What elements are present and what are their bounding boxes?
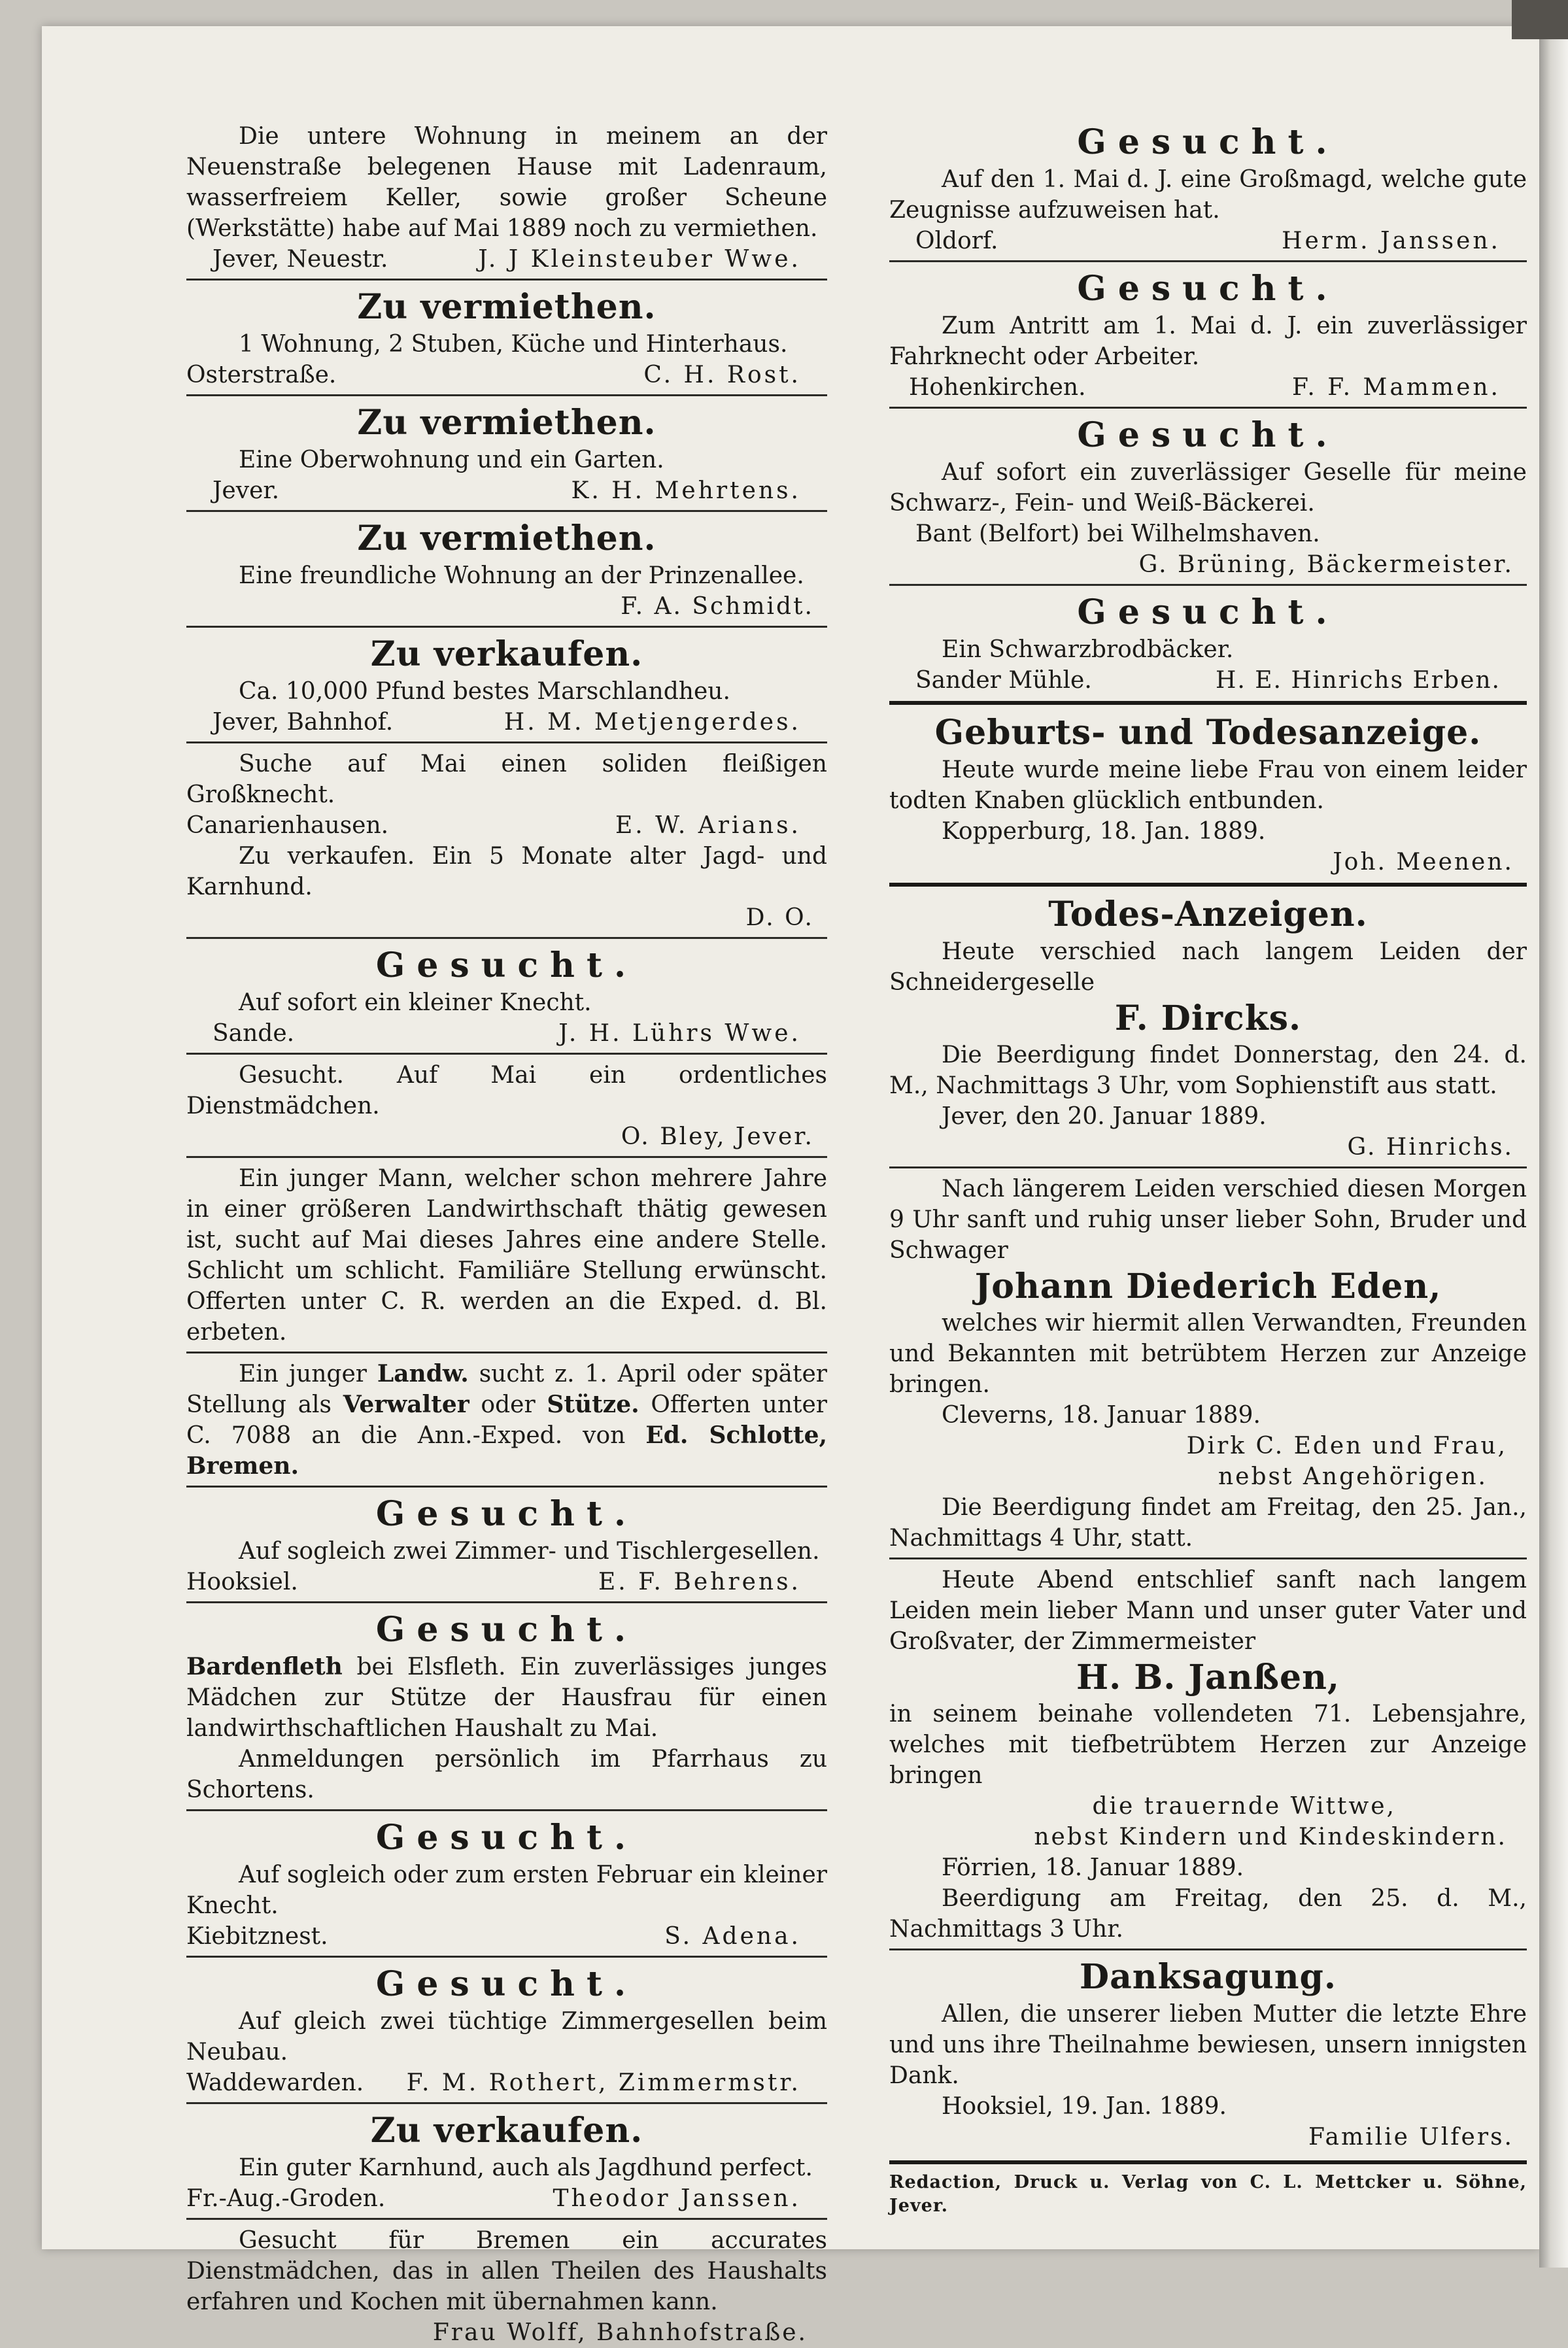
ad-signature-row [186, 2183, 827, 2214]
ad-text-3: Beerdigung am Freitag, den 25. d. M., Nachmittags 3 Uhr. [889, 1885, 1527, 1943]
divider [889, 1166, 1527, 1168]
ad-name: E. W. Arians. [615, 812, 801, 839]
ad-text: Auf sofort ein kleiner Knecht. [239, 989, 592, 1016]
ad-name: O. Bley, Jever. [621, 1123, 814, 1150]
divider [186, 1486, 827, 1488]
ad-text-2: Die Beerdigung findet Donnerstag, den 24. d. M., Nachmittags 3 Uhr, vom Sophienstift aus statt. [889, 1042, 1527, 1099]
ad-place: Jever, Neuestr. [213, 246, 388, 273]
ad-heading: Gesucht. [1077, 415, 1339, 455]
ad-bold-part: Ed. Schlotte, Bremen. [186, 1421, 828, 1480]
ad-text-2: Anmeldungen persönlich im Pfarrhaus zu Schortens. [186, 1746, 827, 1803]
ad-heading: Gesucht. [375, 945, 638, 985]
ad-signature-2: nebst Angehörigen. [1218, 1463, 1488, 1490]
ad-name: Herm. Janssen. [1282, 228, 1501, 254]
ad-gesucht-waddewarden [186, 1963, 827, 2098]
divider [889, 407, 1527, 409]
ad-place: Jever, Bahnhof. [213, 709, 394, 736]
ad-gesucht-kiebitznest [186, 1816, 827, 1952]
ad-signature-row [889, 665, 1527, 696]
ad-place: Kiebitznest. [186, 1923, 328, 1950]
ad-text: Ein guter Karnhund, auch als Jagdhund perfect. [239, 2154, 813, 2181]
scan-edge [1539, 0, 1568, 2268]
ad-text-3: Die Beerdigung findet am Freitag, den 25. Jan., Nachmittags 4 Uhr, statt. [889, 1494, 1527, 1552]
ad-gesucht-geselle [889, 414, 1527, 580]
ad-gesucht-grossmagd [889, 121, 1527, 256]
ad-signature-row [186, 707, 827, 738]
ad-text-part: Offerten unter C. 7088 an die Ann.-Exped. von [186, 1391, 827, 1449]
ad-signature: die trauernde Wittwe, [1092, 1793, 1396, 1820]
ad-gesucht-brodbaecker [889, 591, 1527, 696]
ad-dienstmaedchen [186, 1060, 827, 1152]
ad-name: C. H. Rost. [643, 362, 801, 388]
ad-junger-mann [186, 1163, 827, 1348]
ad-todes-anzeige-eden [889, 1174, 1527, 1554]
ad-zu-verkaufen-heu [186, 633, 827, 738]
ad-name: Joh. Meenen. [1333, 849, 1514, 876]
ad-signature-row [186, 810, 827, 841]
ad-date: Hooksiel, 19. Jan. 1889. [942, 2093, 1227, 2120]
deceased-name: F. Dircks. [1114, 998, 1302, 1038]
ad-heading: Todes-Anzeigen. [1048, 894, 1368, 934]
ad-name: Familie Ulfers. [1308, 2124, 1514, 2151]
divider [186, 394, 827, 396]
ad-date: Förrien, 18. Januar 1889. [942, 1854, 1244, 1881]
ad-date: Jever, den 20. Januar 1889. [942, 1103, 1267, 1130]
ad-name: G. Hinrichs. [1347, 1134, 1514, 1161]
ad-name: F. M. Rothert, Zimmermstr. [406, 2069, 801, 2096]
ad-heading: Gesucht. [375, 1494, 638, 1534]
ad-zu-vermiethen-2 [186, 401, 827, 506]
ad-heading: Gesucht. [375, 1610, 638, 1650]
ad-name: H. M. Metjengerdes. [503, 709, 801, 736]
ad-signature-row [889, 372, 1527, 403]
ad-gesucht-fahrknecht [889, 267, 1527, 403]
ad-place: Osterstraße. [186, 362, 337, 388]
ad-signature-2: nebst Kindern und Kindeskindern. [1034, 1824, 1507, 1850]
ad-date: Cleverns, 18. Januar 1889. [942, 1402, 1261, 1429]
ad-todes-anzeige-janssen [889, 1565, 1527, 1945]
ad-name: G. Brüning, Bäckermeister. [1138, 551, 1514, 578]
ad-heading: Geburts- und Todesanzeige. [934, 713, 1482, 753]
ad-signature: Dirk C. Eden und Frau, [1186, 1433, 1507, 1459]
ad-text-part: oder [469, 1391, 547, 1418]
ad-name: E. F. Behrens. [598, 1569, 801, 1595]
ad-text: Ca. 10,000 Pfund bestes Marschlandheu. [239, 678, 730, 705]
ad-danksagung [889, 1956, 1527, 2152]
ad-text: Heute verschied nach langem Leiden der Schneidergeselle [889, 938, 1527, 996]
ad-text: Zu verkaufen. Ein 5 Monate alter Jagd- und Karnhund. [186, 843, 827, 900]
ad-heading: Gesucht. [1077, 122, 1339, 162]
ad-heading: Gesucht. [375, 1964, 638, 2004]
ad-name: S. Adena. [664, 1923, 801, 1950]
ad-text: Gesucht. Auf Mai ein ordentliches Dienstmädchen. [186, 1062, 827, 1119]
ad-heading: Zu vermiethen. [357, 519, 656, 558]
imprint-line: Redaction, Druck u. Verlag von C. L. Mettcker u. Söhne, Jever. [889, 2172, 1527, 2216]
ad-name: F. A. Schmidt. [621, 593, 814, 620]
divider [186, 626, 827, 628]
ad-place: Fr.-Aug.-Groden. [186, 2185, 386, 2212]
divider [186, 937, 827, 939]
ad-heading: Zu verkaufen. [370, 2111, 643, 2151]
divider [186, 1601, 827, 1603]
divider [186, 2218, 827, 2220]
ad-text: Zum Antritt am 1. Mai d. J. ein zuverlässiger Fahrknecht oder Arbeiter. [889, 313, 1527, 370]
divider [186, 1053, 827, 1055]
ad-signature-row [889, 226, 1527, 256]
ad-gesucht-bardenfleth [186, 1608, 827, 1805]
ad-heading: Gesucht. [375, 1818, 638, 1858]
ad-text-2: in seinem beinahe vollendeten 71. Lebensjahre, welches mit tiefbetrübtem Herzen zur Anzeige bringen [889, 1701, 1527, 1789]
divider-thick [889, 2160, 1527, 2164]
ad-name: J. H. Lührs Wwe. [558, 1020, 801, 1047]
ad-signature-row [186, 360, 827, 390]
ad-place: Hohenkirchen. [909, 374, 1086, 401]
ad-name: F. F. Mammen. [1291, 374, 1501, 401]
ad-date: Kopperburg, 18. Jan. 1889. [942, 818, 1266, 845]
divider [186, 279, 827, 281]
ad-signature-row [186, 244, 827, 275]
ad-place: Canarienhausen. [186, 812, 389, 839]
ad-name: Frau Wolff, Bahnhofstraße. [432, 2319, 808, 2346]
ad-grossknecht [186, 749, 827, 841]
ad-text: Ein junger Mann, welcher schon mehrere Jahre in einer größeren Landwirthschaft thätig gewesen ist, sucht auf Mai dieses Jahres eine andere Stelle. Schlicht um schlicht. Familiäre Stellung erwünscht. Offerten unter C. R. werden an die Exped. d. Bl. erbeten. [186, 1165, 827, 1346]
ad-text: Auf den 1. Mai d. J. eine Großmagd, welche gute Zeugnisse aufzuweisen hat. [889, 166, 1527, 224]
ad-text: Eine Oberwohnung und ein Garten. [239, 447, 664, 473]
divider [889, 260, 1527, 262]
ad-text: Auf gleich zwei tüchtige Zimmergesellen beim Neubau. [186, 2008, 827, 2066]
ad-name: K. H. Mehrtens. [571, 477, 801, 504]
ad-place: Bant (Belfort) bei Wilhelmshaven. [915, 520, 1320, 547]
ad-heading: Zu verkaufen. [370, 634, 643, 674]
ad-text: Auf sogleich oder zum ersten Februar ein kleiner Knecht. [186, 1862, 827, 1919]
ad-text: Heute Abend entschlief sanft nach langem Leiden mein lieber Mann und unser guter Vater und Großvater, der Zimmermeister [889, 1567, 1527, 1655]
ad-place: Jever. [213, 477, 280, 504]
ad-name: D. O. [745, 904, 814, 931]
ad-text: Allen, die unserer lieben Mutter die letzte Ehre und uns ihre Theilnahme bewiesen, unsern innigsten Dank. [889, 2001, 1527, 2089]
ad-heading: Zu vermiethen. [357, 403, 656, 443]
ad-signature-row [186, 1921, 827, 1952]
divider [186, 1156, 827, 1158]
ad-zu-verkaufen-karnhund [186, 2109, 827, 2214]
ad-text: Gesucht für Bremen ein accurates Dienstmädchen, das in allen Theilen des Haushalts erfahren und Kochen mit übernahmen kann. [186, 2227, 827, 2315]
ad-text: Ein Schwarzbrodbäcker. [942, 636, 1234, 663]
ad-zu-vermiethen-1 [186, 286, 827, 390]
deceased-name: H. B. Janßen, [1076, 1658, 1340, 1697]
ad-heading: Danksagung. [1079, 1957, 1337, 1997]
scan-corner-tab [1512, 0, 1568, 39]
ad-bold-part: Stütze. [547, 1391, 639, 1418]
ad-bold-part: Bardenfleth [186, 1653, 343, 1680]
ad-jagdhund [186, 841, 827, 933]
divider [889, 1557, 1527, 1559]
ad-place: Sander Mühle. [915, 667, 1092, 694]
ad-dienstmaedchen-bremen [186, 2225, 827, 2348]
ad-text: Heute wurde meine liebe Frau von einem leider todten Knaben glücklich entbunden. [889, 757, 1527, 814]
ad-bold-part: Landw. [377, 1360, 469, 1387]
left-column [186, 121, 827, 2348]
deceased-name: Johann Diederich Eden, [974, 1267, 1442, 1306]
ad-name: Theodor Janssen. [553, 2185, 801, 2212]
ad-place: Oldorf. [915, 228, 998, 254]
ad-geburts-todesanzeige [889, 711, 1527, 877]
ad-signature-row [186, 1567, 827, 1597]
ad-text-part: bei Elsfleth. Ein zuverlässiges junges Mädchen zur Stütze der Hausfrau für einen landwirthschaftlichen Haushalt zu Mai. [186, 1654, 827, 1742]
divider [889, 584, 1527, 586]
divider [889, 1948, 1527, 1950]
ad-text: Auf sofort ein zuverlässiger Geselle für meine Schwarz-, Fein- und Weiß-Bäckerei. [889, 459, 1527, 517]
ad-signature-row [186, 2067, 827, 2098]
divider [186, 741, 827, 743]
ad-signature-row [186, 1018, 827, 1049]
ad-text-2: welches wir hiermit allen Verwandten, Freunden und Bekannten mit betrübtem Herzen zur Anzeige bringen. [889, 1310, 1527, 1398]
ad-name: J. J Kleinsteuber Wwe. [478, 246, 801, 273]
divider-thick [889, 883, 1527, 887]
ad-wohnung-neuenstrasse [186, 121, 827, 275]
ad-text [186, 1359, 827, 1482]
divider-thick [889, 701, 1527, 705]
ad-gesucht-tischler [186, 1493, 827, 1597]
ad-heading: Gesucht. [1077, 269, 1339, 309]
ad-text-part: sucht z. 1. April oder später Stellung als [186, 1361, 827, 1418]
ad-text: Die untere Wohnung in meinem an der Neuenstraße belegenen Hause mit Ladenraum, wasserfreiem Keller, sowie großer Scheune (Werkstätte) habe auf Mai 1889 noch zu vermiethen. [186, 123, 827, 242]
ad-text: Suche auf Mai einen soliden fleißigen Großknecht. [186, 751, 827, 808]
right-column [889, 121, 1527, 2218]
ad-bold-part: Verwalter [343, 1391, 469, 1418]
ad-name: H. E. Hinrichs Erben. [1216, 667, 1501, 694]
ad-heading: Zu vermiethen. [357, 287, 656, 327]
ad-text: Eine freundliche Wohnung an der Prinzenallee. [239, 562, 804, 589]
ad-text [186, 1652, 827, 1744]
ad-place: Waddewarden. [186, 2069, 364, 2096]
divider [186, 2102, 827, 2104]
ad-zu-vermiethen-3 [186, 517, 827, 622]
ad-signature-row [186, 475, 827, 506]
ad-text: 1 Wohnung, 2 Stuben, Küche und Hinterhaus. [239, 331, 788, 358]
divider [186, 1956, 827, 1958]
ad-verwalter [186, 1359, 827, 1482]
ad-place: Hooksiel. [186, 1569, 298, 1595]
ad-todes-anzeigen-dircks [889, 893, 1527, 1163]
divider [186, 510, 827, 512]
divider [186, 1809, 827, 1811]
ad-gesucht-knecht-sande [186, 944, 827, 1049]
ad-text: Nach längerem Leiden verschied diesen Morgen 9 Uhr sanft und ruhig unser lieber Sohn, Bruder und Schwager [889, 1176, 1527, 1264]
ad-place: Sande. [213, 1020, 295, 1047]
ad-text: Auf sogleich zwei Zimmer- und Tischlergesellen. [239, 1538, 820, 1565]
divider [186, 1352, 827, 1353]
ad-text-part: Ein junger [239, 1361, 377, 1387]
ad-heading: Gesucht. [1077, 592, 1339, 632]
